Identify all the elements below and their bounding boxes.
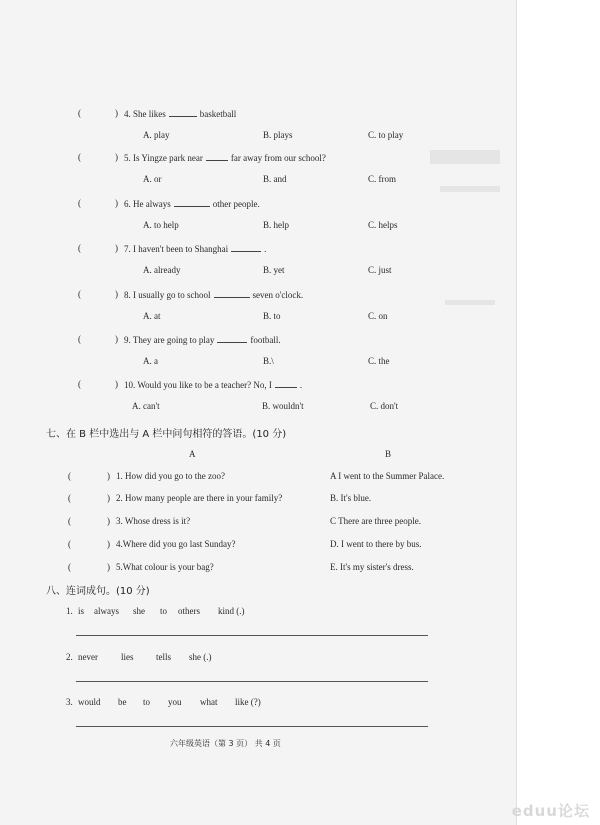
column-b-answer: A I went to the Summer Palace.	[330, 471, 445, 481]
question-stem	[124, 334, 281, 345]
column-b-answer: D. I went to there by bus.	[330, 539, 422, 549]
option-b: B. help	[263, 220, 289, 230]
question-number: 8.	[124, 290, 131, 300]
item-number: 2.	[66, 652, 73, 662]
question-text-before-blank: I usually go to school	[133, 290, 211, 300]
scrambled-word: lies	[121, 652, 134, 662]
question-text-after-blank: football.	[250, 335, 281, 345]
question-number: 4.	[124, 109, 131, 119]
question-text-after-blank: other people.	[212, 199, 260, 209]
site-watermark: eduu论坛	[511, 802, 590, 820]
column-a-question: 2. How many people are there in your family?	[116, 493, 283, 503]
answer-paren-open: (	[78, 334, 81, 344]
question-text-before-blank: Is Yingze park near	[133, 153, 203, 163]
bleed-through	[430, 150, 500, 164]
scrambled-word: is	[78, 606, 85, 616]
scrambled-word: others	[178, 606, 200, 616]
question-number: 7.	[124, 244, 131, 254]
answer-line	[76, 635, 428, 636]
column-a-question: 5.What colour is your bag?	[116, 562, 214, 572]
answer-line	[76, 726, 428, 727]
answer-paren-open: (	[68, 539, 71, 549]
question-stem	[124, 379, 302, 390]
answer-paren-close: )	[107, 493, 110, 503]
column-b-answer: E. It's my sister's dress.	[330, 562, 414, 572]
question-stem	[124, 152, 326, 163]
option-a: A. already	[143, 265, 181, 275]
question-text-after-blank: .	[264, 244, 267, 254]
question-text-after-blank: far away from our school?	[230, 153, 326, 163]
question-stem	[124, 198, 260, 209]
option-c: C. to play	[368, 130, 404, 140]
column-a-question: 4.Where did you go last Sunday?	[116, 539, 236, 549]
answer-blank	[206, 152, 228, 161]
answer-blank	[214, 289, 250, 298]
answer-paren-close: )	[107, 562, 110, 572]
answer-paren-open: (	[78, 198, 81, 208]
question-text-after-blank: .	[299, 380, 303, 390]
page-footer: 六年级英语（第 3 页） 共 4 页	[170, 739, 281, 748]
scrambled-word: to	[143, 697, 151, 707]
question-text-before-blank: I haven't been to Shanghai	[133, 244, 229, 254]
answer-line	[76, 681, 428, 682]
answer-paren-close: )	[107, 516, 110, 526]
question-text-before-blank: Would you like to be a teacher? No, I	[137, 380, 272, 390]
option-a: A. or	[143, 174, 162, 184]
question-stem	[124, 108, 236, 119]
answer-paren-close: )	[115, 152, 118, 162]
answer-blank	[275, 379, 297, 388]
question-stem	[124, 289, 303, 300]
scrambled-word: to	[160, 606, 168, 616]
answer-blank	[169, 108, 197, 117]
option-b: B.\	[263, 356, 274, 366]
option-a: A. a	[143, 356, 158, 366]
scrambled-word: like (?)	[235, 697, 261, 707]
answer-paren-close: )	[115, 289, 118, 299]
question-text-before-blank: They are going to play	[132, 335, 215, 345]
option-c: C. don't	[370, 401, 399, 411]
answer-paren-close: )	[115, 379, 118, 389]
option-a: A. to help	[143, 220, 179, 230]
scrambled-word: be	[118, 697, 127, 707]
answer-paren-open: (	[78, 289, 81, 299]
answer-paren-open: (	[78, 152, 81, 162]
scrambled-word: kind (.)	[218, 606, 245, 616]
option-c: C. from	[368, 174, 396, 184]
column-b-header: B	[385, 449, 392, 459]
scrambled-word: always	[94, 606, 119, 616]
answer-paren-open: (	[68, 471, 71, 481]
answer-paren-open: (	[68, 493, 71, 503]
question-text-before-blank: He always	[133, 199, 171, 209]
answer-paren-open: (	[78, 108, 81, 118]
answer-paren-open: (	[68, 516, 71, 526]
question-text-before-blank: She likes	[133, 109, 166, 119]
question-number: 10.	[124, 380, 136, 390]
question-number: 5.	[124, 153, 131, 163]
option-b: B. and	[263, 174, 287, 184]
question-text-after-blank: seven o'clock.	[252, 290, 304, 300]
scrambled-word: what	[200, 697, 218, 707]
option-b: B. wouldn't	[262, 401, 304, 411]
option-c: C. just	[368, 265, 392, 275]
question-text-after-blank: basketball	[199, 109, 237, 119]
item-number: 3.	[66, 697, 73, 707]
option-c: C. the	[368, 356, 390, 366]
section-7-title: 七、在 B 栏中选出与 A 栏中问句相符的答语。(10 分)	[46, 429, 287, 440]
option-a: A. play	[143, 130, 170, 140]
scrambled-word: would	[78, 697, 101, 707]
scrambled-word: never	[78, 652, 98, 662]
section-8-title: 八、连词成句。(10 分)	[46, 586, 150, 597]
column-b-answer: B. It's blue.	[330, 493, 372, 503]
question-number: 6.	[124, 199, 131, 209]
bleed-through	[445, 300, 495, 305]
option-c: C. helps	[368, 220, 398, 230]
question-stem	[124, 243, 266, 254]
answer-paren-open: (	[68, 562, 71, 572]
answer-blank	[217, 334, 247, 343]
answer-paren-open: (	[78, 379, 81, 389]
column-a-question: 1. How did you go to the zoo?	[116, 471, 225, 481]
column-a-question: 3. Whose dress is it?	[116, 516, 191, 526]
scrambled-word: you	[168, 697, 182, 707]
answer-paren-close: )	[107, 471, 110, 481]
answer-paren-close: )	[115, 198, 118, 208]
scrambled-word: she	[133, 606, 145, 616]
option-a: A. can't	[132, 401, 160, 411]
option-a: A. at	[143, 311, 161, 321]
option-b: B. yet	[263, 265, 285, 275]
option-b: B. to	[263, 311, 281, 321]
answer-paren-close: )	[107, 539, 110, 549]
item-number: 1.	[66, 606, 73, 616]
column-a-header: A	[189, 449, 196, 459]
question-number: 9.	[124, 335, 131, 345]
answer-paren-open: (	[78, 243, 81, 253]
answer-paren-close: )	[115, 334, 118, 344]
scrambled-word: she (.)	[189, 652, 212, 662]
answer-paren-close: )	[115, 243, 118, 253]
answer-blank	[231, 243, 261, 252]
option-c: C. on	[368, 311, 388, 321]
bleed-through	[440, 186, 500, 192]
column-b-answer: C There are three people.	[330, 516, 422, 526]
answer-blank	[174, 198, 210, 207]
option-b: B. plays	[263, 130, 293, 140]
scrambled-word: tells	[156, 652, 171, 662]
answer-paren-close: )	[115, 108, 118, 118]
